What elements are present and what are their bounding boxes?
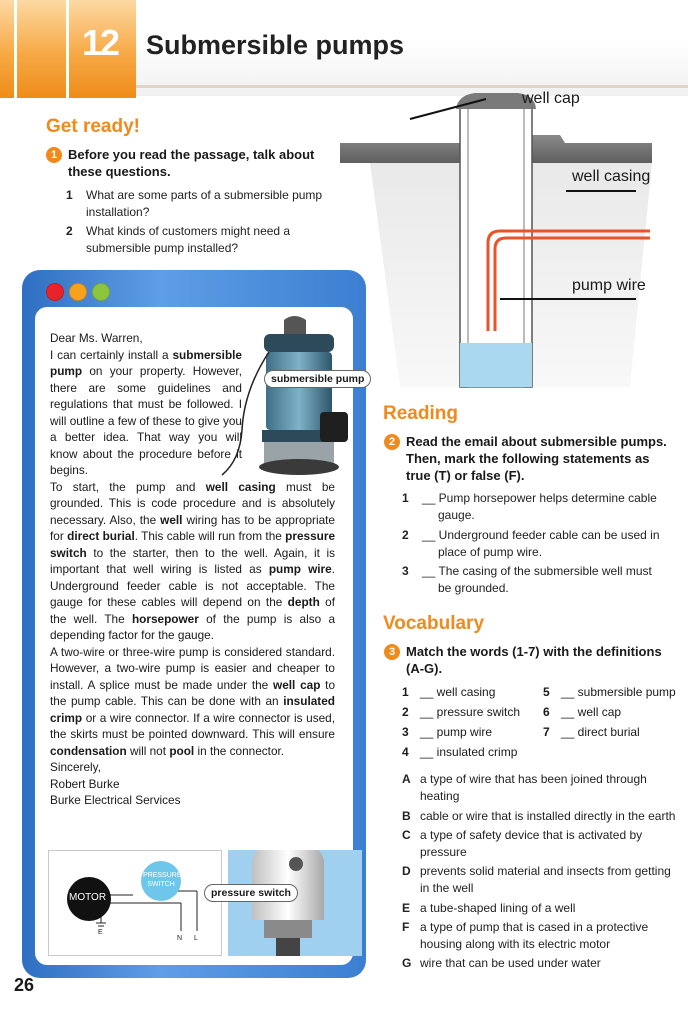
vocab-word-item: 7 __ direct burial: [543, 725, 640, 739]
instruction-line: Then, mark the following statements as: [406, 451, 650, 466]
window-dot-green: [92, 283, 110, 301]
neutral-label: N: [177, 935, 183, 942]
vocab-words-right: [543, 682, 685, 742]
well-water: [460, 343, 532, 387]
question-number-badge: 1: [46, 147, 62, 163]
label-well-casing: well casing: [572, 168, 651, 185]
page-number: 26: [14, 975, 35, 995]
well-diagram: [340, 85, 688, 390]
instruction-line: true (T) or false (F).: [406, 468, 525, 483]
vocab-word-item: 1 __ well casing: [402, 685, 496, 699]
motor-label: MOTOR: [69, 892, 107, 903]
statement-item: 3 __ The casing of the submersible well must be grounded.: [402, 564, 652, 595]
unit-number: 12: [82, 22, 119, 63]
instruction-line: (A-G).: [406, 661, 443, 676]
vocabulary-heading: Vocabulary: [383, 613, 485, 634]
vocab-word-item: 3 __ pump wire: [402, 725, 493, 739]
instruction-line: Read the email about submersible pumps.: [406, 434, 667, 449]
ground-label: E: [98, 929, 103, 936]
statement-item: 1 __ Pump horsepower helps determine cable gauge.: [402, 491, 657, 522]
definition-item: G wire that can be used under water: [402, 956, 601, 970]
get-ready-instruction: [46, 146, 346, 180]
window-dot-orange: [69, 283, 87, 301]
instruction-line: these questions.: [68, 164, 171, 179]
vocab-word-item: 4 __ insulated crimp: [402, 745, 518, 759]
list-item: 1 What are some parts of a submersible pump installation?: [66, 188, 323, 219]
label-pump-wire: pump wire: [572, 277, 646, 294]
pressure-switch-illustration: [228, 850, 362, 956]
reading-heading: Reading: [383, 403, 458, 424]
definition-item: A a type of wire that has been joined through heating: [402, 772, 647, 803]
window-dot-red: [46, 283, 64, 301]
label-well-cap: well cap: [522, 90, 580, 107]
page-title: Submersible pumps: [146, 30, 405, 60]
soil-right: [532, 163, 652, 387]
vocab-word-item: 2 __ pressure switch: [402, 705, 521, 719]
instruction-line: Match the words (1-7) with the definitions: [406, 644, 662, 659]
reading-instruction: [384, 433, 684, 484]
definition-item: B cable or wire that is installed directly in the earth: [402, 809, 676, 823]
definition-item: E a tube-shaped lining of a well: [402, 901, 576, 915]
vocab-words-left: [402, 682, 542, 762]
definition-item: C a type of safety device that is activated by pressure: [402, 828, 643, 859]
well-diagram-svg: [340, 85, 688, 390]
vocabulary-instruction: [384, 643, 684, 677]
vocab-word-item: 5 __ submersible pump: [543, 685, 676, 699]
question-number-badge: 3: [384, 644, 400, 660]
wiring-diagram: [48, 850, 222, 956]
callout-submersible-pump: submersible pump: [264, 370, 371, 388]
list-item: 2 What kinds of customers might need a submersible pump installed?: [66, 224, 291, 255]
definition-item: D prevents solid material and insects from getting in the well: [402, 864, 671, 895]
pressure-switch-circle-label: PRESSURE SWITCH: [143, 872, 182, 888]
callout-pressure-switch: pressure switch: [204, 884, 298, 902]
statement-item: 2 __ Underground feeder cable can be used in place of pump wire.: [402, 528, 660, 559]
get-ready-heading: Get ready!: [46, 116, 140, 137]
line-label: L: [194, 935, 198, 942]
question-number-badge: 2: [384, 434, 400, 450]
unit-tab: [0, 0, 136, 98]
instruction-line: Before you read the passage, talk about: [68, 147, 315, 162]
pressure-switch-image: [228, 850, 362, 956]
email-text: Dear Ms. Warren, I can certainly install a submersible pump on your property. However, there are some guidelines and regulations that must be followed. I will outline a few of these to give you a better idea. That way you will know about the procedure before it begins. To start, the pump and well casing must be grounded. This is code procedure and is absolutely necessary. Also, the well wiring has to be appropriate for direct burial. This cable will run from the pressure switch to the starter, then to the well. Again, it is important that well wiring is listed as pump wire. Underground feeder cable is not acceptable. The gauge for these cables will depend on the depth of the well. The horsepower of the pump is also a depending factor for the gauge. A two-wire or three-wire pump is considered standard. However, a two-wire pump is easier and cheaper to install. A splice must be made under the well cap to the pump cable. This can be done with an insulated crimp or a wire connector. If a wire connector is used, the skirts must be pointed downward. This will ensure condensation will not pool in the connector. Sincerely, Robert Burke Burke Electrical Services: [50, 331, 336, 807]
definition-item: F a type of pump that is cased in a protective housing along with its electric motor: [402, 920, 649, 951]
vocab-word-item: 6 __ well cap: [543, 705, 622, 719]
